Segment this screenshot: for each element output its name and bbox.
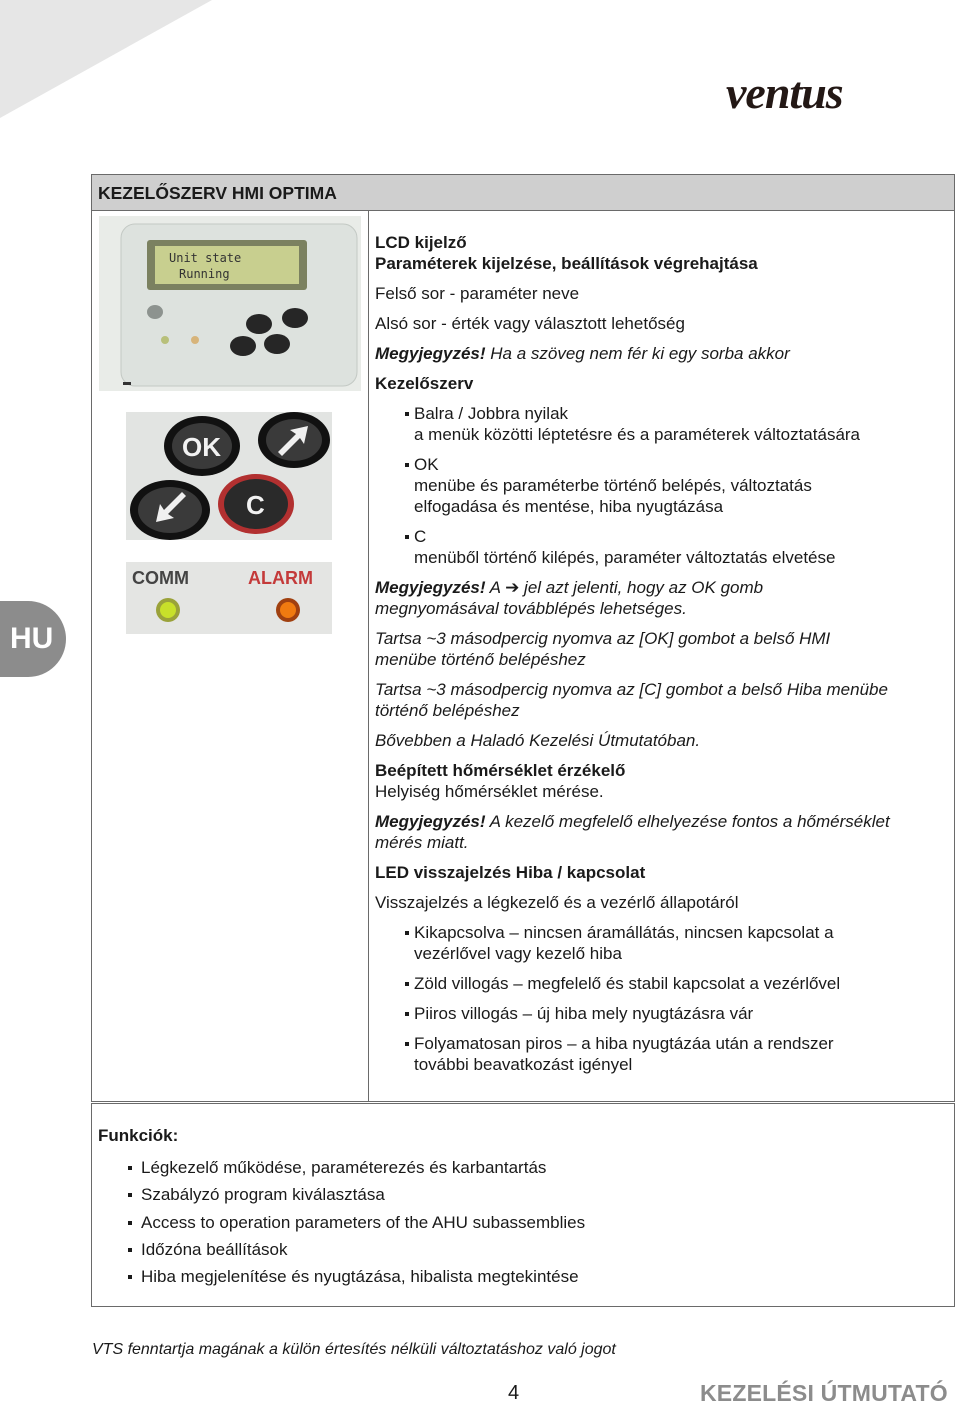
ok-item xyxy=(375,454,955,475)
sensor-text: Helyiség hőmérséklet mérése. xyxy=(375,782,604,801)
sensor-note xyxy=(375,811,955,832)
hold-c-1: Tartsa ~3 másodpercig nyomva az [C] gombot a belső Hiba menübe xyxy=(375,680,888,699)
list-item xyxy=(128,1236,585,1263)
lcd-note xyxy=(375,343,955,364)
function-text: Légkezelő működése, paraméterezés és karbantartás xyxy=(141,1158,547,1177)
description-column xyxy=(375,232,955,1075)
ok-button-image xyxy=(164,416,240,476)
lcd-line2: Running xyxy=(179,267,230,281)
more-info: Bővebben a Haladó Kezelési Útmutatóban. xyxy=(375,731,701,750)
note-text: Ha a szöveg nem fér ki egy sorba akkor xyxy=(485,344,790,363)
arrow-right-icon: ➔ xyxy=(505,578,520,597)
hold-c-2: történő belépéshez xyxy=(375,701,520,720)
svg-text:ventus: ventus xyxy=(726,70,843,118)
led-item-green xyxy=(375,973,955,994)
hold-ok-1: Tartsa ~3 másodpercig nyomva az [OK] gombot a belső HMI xyxy=(375,629,831,648)
language-tab xyxy=(0,601,66,677)
controls-heading: Kezelőszerv xyxy=(375,374,474,393)
led-item-red-steady-cont: további beavatkozást igényel xyxy=(414,1055,633,1074)
c-title: C xyxy=(414,527,427,546)
note-label: Megyjegyzés! xyxy=(375,812,486,831)
arrows-desc: a menük közötti léptetésre és a paraméterek változtatására xyxy=(414,425,861,444)
arrows-item xyxy=(375,403,955,424)
comm-label: COMM xyxy=(132,568,189,588)
page-number: 4 xyxy=(508,1382,520,1404)
ok-key-label: OK xyxy=(182,432,221,462)
functions-title: Funkciók: xyxy=(98,1126,179,1145)
led-image xyxy=(126,562,332,634)
functions-box xyxy=(91,1103,955,1307)
ventus-logo xyxy=(726,70,954,120)
right-arrow-button-image xyxy=(258,412,330,468)
led-item-red-steady xyxy=(375,1033,955,1054)
c-desc: menüből történő kilépés, paraméter változtatás elvetése xyxy=(414,548,836,567)
c-button-image xyxy=(218,474,294,534)
led-item-text: Zöld villogás – megfelelő és stabil kapcsolat a vezérlővel xyxy=(414,974,841,993)
ok-title: OK xyxy=(414,455,439,474)
left-arrow-button-image xyxy=(130,480,210,540)
arrow-note-cont: megnyomásával továbblépés lehetséges. xyxy=(375,599,687,618)
functions-list xyxy=(128,1154,585,1290)
corner-decoration xyxy=(0,0,215,120)
note-text-a: A xyxy=(485,578,506,597)
function-text: Hiba megjelenítése és nyugtázása, hibalista megtekintése xyxy=(141,1267,579,1287)
note-text-b: jel azt jelenti, hogy az OK gomb xyxy=(519,578,764,597)
alarm-label: ALARM xyxy=(248,568,313,588)
language-label: HU xyxy=(10,622,54,655)
ok-desc-1: menübe és paraméterbe történő belépés, változtatás xyxy=(414,476,812,495)
note-label: Megyjegyzés! xyxy=(375,578,486,597)
comm-led xyxy=(160,602,176,618)
sensor-heading: Beépített hőmérséklet érzékelő xyxy=(375,761,626,780)
lcd-line-top: Felső sor - paraméter neve xyxy=(375,284,580,303)
led-intro: Visszajelzés a légkezelő és a vezérlő állapotáról xyxy=(375,893,739,912)
led-item-off xyxy=(375,922,955,943)
function-text: Szabályzó program kiválasztása xyxy=(141,1185,385,1205)
led-item-text: Folyamatosan piros – a hiba nyugtázáa után a rendszer xyxy=(414,1034,834,1053)
function-text: Access to operation parameters of the AHU subassemblies xyxy=(141,1212,586,1232)
hold-ok-2: menübe történő belépéshez xyxy=(375,650,586,669)
column-divider xyxy=(368,211,369,1101)
arrows-title: Balra / Jobbra nyilak xyxy=(414,404,569,423)
note-label: Megyjegyzés! xyxy=(375,344,486,363)
led-heading: LED visszajelzés Hiba / kapcsolat xyxy=(375,863,646,882)
lcd-line-bottom: Alsó sor - érték vagy választott lehetőség xyxy=(375,314,685,333)
lcd-heading: LCD kijelző xyxy=(375,233,467,252)
list-item xyxy=(128,1263,585,1290)
c-key-label: C xyxy=(246,490,265,520)
keypad-image xyxy=(126,412,332,540)
arrow-note xyxy=(375,577,955,598)
lcd-subheading: Paraméterek kijelzése, beállítások végrehajtása xyxy=(375,254,758,273)
note-text: A kezelő megfelelő elhelyezése fontos a hőmérséklet xyxy=(485,812,890,831)
led-item-text: Kikapcsolva – nincsen áramállátás, nincsen kapcsolat a xyxy=(414,923,834,942)
alarm-led xyxy=(280,602,296,618)
list-item xyxy=(128,1209,585,1236)
led-item-off-cont: vezérlővel vagy kezelő hiba xyxy=(414,944,622,963)
list-item xyxy=(128,1181,585,1208)
section-title: KEZELŐSZERV HMI OPTIMA xyxy=(92,175,954,211)
function-text: Időzóna beállítások xyxy=(141,1239,288,1259)
list-item xyxy=(128,1154,585,1181)
led-item-text: Piiros villogás – új hiba mely nyugtázásra vár xyxy=(414,1004,754,1023)
footer-note: VTS fenntartja magának a külön értesítés nélküli változtatáshoz való jogot xyxy=(92,1341,616,1358)
hmi-device-image xyxy=(99,216,361,391)
lcd-line1: Unit state xyxy=(169,251,242,265)
ok-desc-2: elfogadása és mentése, hiba nyugtázása xyxy=(414,497,724,516)
led-item-red-blink xyxy=(375,1003,955,1024)
footer-title: KEZELÉSI ÚTMUTATÓ xyxy=(700,1380,948,1406)
c-item xyxy=(375,526,955,547)
sensor-note-cont: mérés miatt. xyxy=(375,833,469,852)
